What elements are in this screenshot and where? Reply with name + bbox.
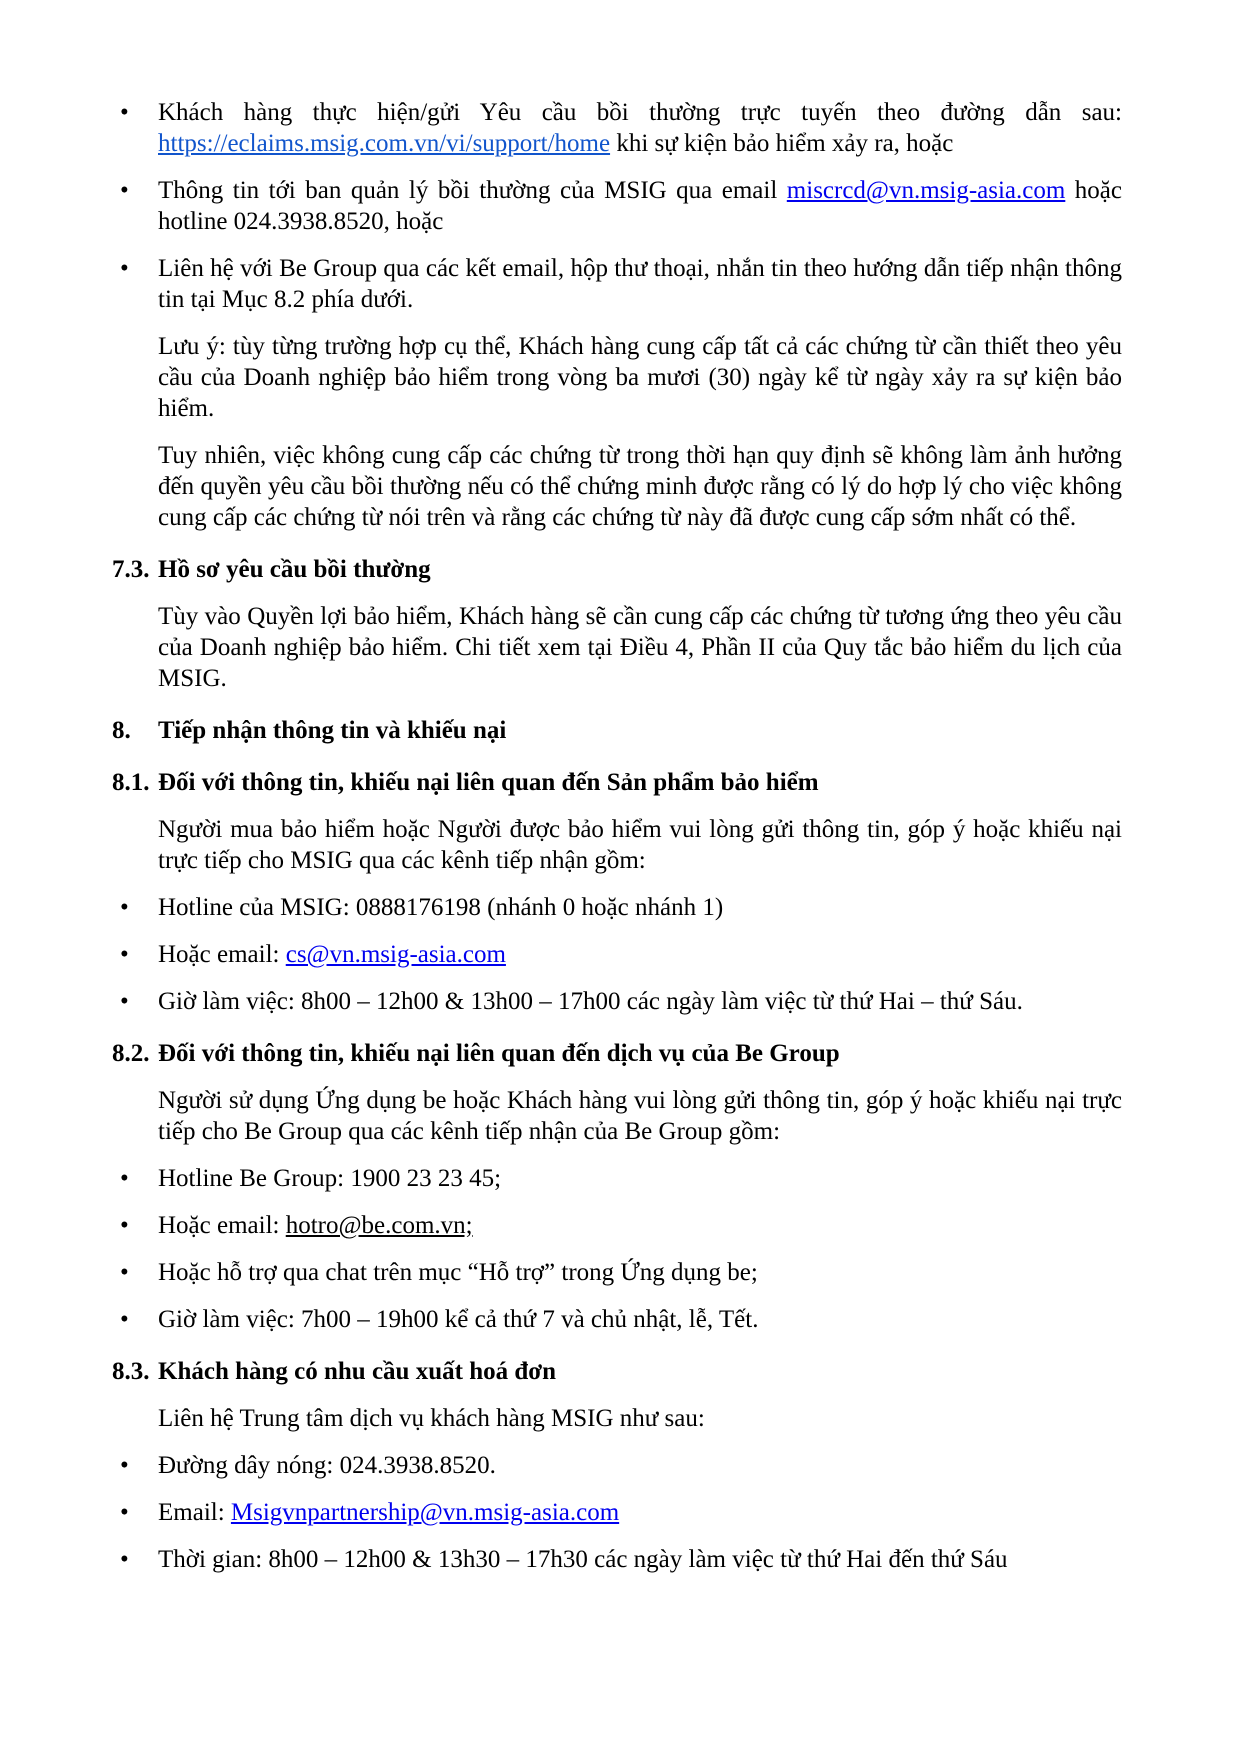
text-run: Hoặc email: (158, 1212, 286, 1239)
text-run: Hotline Be Group: 1900 23 23 45; (158, 1165, 502, 1192)
bullet-icon: • (120, 1306, 129, 1333)
bullet-item (112, 1544, 1122, 1575)
bullet-item (112, 97, 1122, 159)
text-run: Đường dây nóng: 024.3938.8520. (158, 1452, 496, 1479)
text-run: Thời gian: 8h00 – 12h00 & 13h30 – 17h30 các ngày làm việc từ thứ Hai đến thứ Sáu (158, 1546, 1008, 1573)
bullet-item (112, 939, 1122, 970)
paragraph (112, 440, 1122, 533)
text-run: Liên hệ với Be Group qua các kết email, hộp thư thoại, nhắn tin theo hướng dẫn tiếp nhận thông tin tại Mục 8.2 phía dưới. (158, 255, 1122, 313)
text-run: Giờ làm việc: 7h00 – 19h00 kể cả thứ 7 và chủ nhật, lễ, Tết. (158, 1306, 759, 1333)
bullet-icon: • (120, 1546, 129, 1573)
bullet-item (112, 986, 1122, 1017)
bullet-item (112, 175, 1122, 237)
heading-text: Đối với thông tin, khiếu nại liên quan đến Sản phẩm bảo hiểm (158, 769, 819, 796)
bullet-item (112, 892, 1122, 923)
bullet-icon: • (120, 1499, 129, 1526)
bullet-item (112, 1257, 1122, 1288)
paragraph (112, 331, 1122, 424)
section-heading-7-3 (112, 554, 1122, 585)
bullet-icon: • (120, 1259, 129, 1286)
text-run: Tuy nhiên, việc không cung cấp các chứng từ trong thời hạn quy định sẽ không làm ảnh hưởng đến quyền yêu cầu bồi thường nếu có thể chứng minh được rằng có lý do hợp lý cho việc không cung cấp các chứng từ nói trên và rằng các chứng từ này đã được cung cấp sớm nhất có thể. (158, 442, 1122, 531)
bullet-icon: • (120, 988, 129, 1015)
text-run: Liên hệ Trung tâm dịch vụ khách hàng MSIG như sau: (158, 1405, 705, 1432)
bullet-icon: • (120, 1165, 129, 1192)
text-run: Tùy vào Quyền lợi bảo hiểm, Khách hàng sẽ cần cung cấp các chứng từ tương ứng theo yêu cầu của Doanh nghiệp bảo hiểm. Chi tiết xem tại Điều 4, Phần II của Quy tắc bảo hiểm du lịch của MSIG. (158, 603, 1122, 692)
bullet-item (112, 1450, 1122, 1481)
section-heading-8-3 (112, 1356, 1122, 1387)
bullet-icon: • (120, 1452, 129, 1479)
miscrcd-email-link[interactable]: miscrcd@vn.msig-asia.com (786, 177, 1066, 204)
text-run: Thông tin tới ban quản lý bồi thường của MSIG qua email (158, 177, 787, 204)
paragraph (112, 601, 1122, 694)
text-run: khi sự kiện bảo hiểm xảy ra, hoặc (610, 130, 954, 157)
paragraph (112, 814, 1122, 876)
text-run: Người mua bảo hiểm hoặc Người được bảo hiểm vui lòng gửi thông tin, góp ý hoặc khiếu nại trực tiếp cho MSIG qua các kênh tiếp nhận gồm: (158, 816, 1122, 874)
cs-email-link[interactable]: cs@vn.msig-asia.com (285, 941, 506, 968)
bullet-item (112, 1210, 1122, 1241)
section-heading-8-2 (112, 1038, 1122, 1069)
heading-text: Đối với thông tin, khiếu nại liên quan đến dịch vụ của Be Group (158, 1040, 840, 1067)
paragraph (112, 1085, 1122, 1147)
bullet-item (112, 1304, 1122, 1335)
text-run: Giờ làm việc: 8h00 – 12h00 & 13h00 – 17h00 các ngày làm việc từ thứ Hai – thứ Sáu. (158, 988, 1023, 1015)
heading-number: 8. (112, 717, 131, 744)
msigvnpartnership-email-link[interactable]: Msigvnpartnership@vn.msig-asia.com (230, 1499, 620, 1526)
text-run: Hoặc hỗ trợ qua chat trên mục “Hỗ trợ” trong Ứng dụng be; (158, 1259, 758, 1286)
bullet-item (112, 1163, 1122, 1194)
text-run: Email: (158, 1499, 231, 1526)
heading-number: 8.1. (112, 769, 150, 796)
heading-text: Tiếp nhận thông tin và khiếu nại (158, 717, 507, 744)
bullet-icon: • (120, 894, 129, 921)
heading-text: Hồ sơ yêu cầu bồi thường (158, 556, 431, 583)
text-run: Khách hàng thực hiện/gửi Yêu cầu bồi thường trực tuyến theo đường dẫn sau: (158, 99, 1122, 126)
text-run: Người sử dụng Ứng dụng be hoặc Khách hàng vui lòng gửi thông tin, góp ý hoặc khiếu nại trực tiếp cho Be Group qua các kênh tiếp nhận của Be Group gồm: (158, 1087, 1122, 1145)
section-heading-8-1 (112, 767, 1122, 798)
bullet-icon: • (120, 941, 129, 968)
eclaims-url-link[interactable]: https://eclaims.msig.com.vn/vi/support/home (158, 130, 611, 157)
bullet-icon: • (120, 1212, 129, 1239)
bullet-icon: • (120, 177, 129, 204)
heading-number: 8.2. (112, 1040, 150, 1067)
text-run: Hoặc email: (158, 941, 286, 968)
bullet-icon: • (120, 255, 129, 282)
hotro-email-link[interactable]: hotro@be.com.vn; (285, 1212, 473, 1239)
text-run: Hotline của MSIG: 0888176198 (nhánh 0 hoặc nhánh 1) (158, 894, 724, 921)
section-heading-8 (112, 715, 1122, 746)
text-run: Lưu ý: tùy từng trường hợp cụ thể, Khách hàng cung cấp tất cả các chứng từ cần thiết theo yêu cầu của Doanh nghiệp bảo hiểm trong vòng ba mươi (30) ngày kể từ ngày xảy ra sự kiện bảo hiểm. (158, 333, 1122, 422)
bullet-item (112, 1497, 1122, 1528)
bullet-icon: • (120, 99, 129, 126)
heading-number: 8.3. (112, 1358, 150, 1385)
text-run: hoặc hotline 024.3938.8520, hoặc (158, 177, 1122, 235)
bullet-item (112, 253, 1122, 315)
paragraph (112, 1403, 1122, 1434)
heading-text: Khách hàng có nhu cầu xuất hoá đơn (158, 1358, 556, 1385)
heading-number: 7.3. (112, 556, 150, 583)
